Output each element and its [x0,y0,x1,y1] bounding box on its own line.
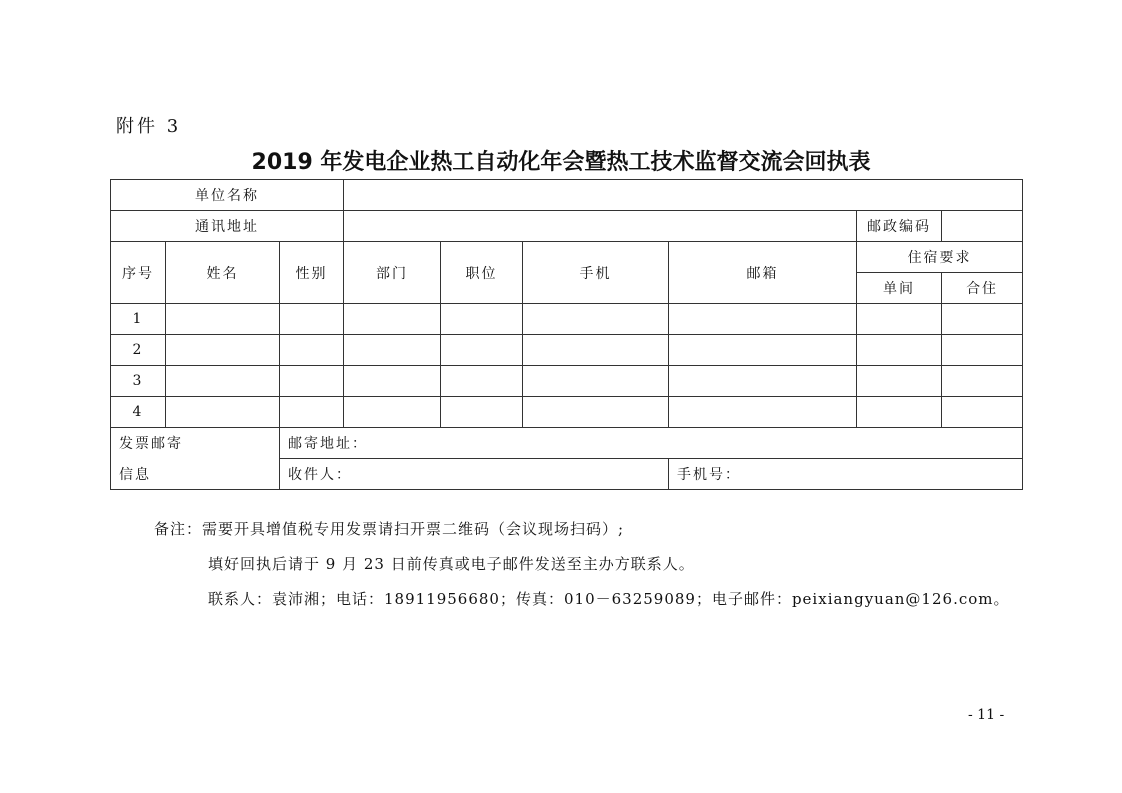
email-cell[interactable] [669,397,857,428]
header-row [111,242,1023,273]
mobile-cell[interactable] [523,366,669,397]
email-header: 邮箱 [669,242,857,304]
row-number: 4 [111,397,166,428]
name-cell[interactable] [166,304,280,335]
unit-name-row [111,180,1023,211]
shared-cell[interactable] [942,366,1023,397]
shared-cell[interactable] [942,304,1023,335]
seq-header: 序号 [111,242,166,304]
note-deadline: 填好回执后请于 9 月 23 日前传真或电子邮件发送至主办方联系人。 [208,555,695,573]
recipient-field[interactable]: 收件人： [280,459,669,490]
shared-room-header: 合住 [942,273,1023,304]
table-row [111,335,1023,366]
gender-cell[interactable] [280,366,344,397]
row-number: 3 [111,366,166,397]
address-row [111,211,1023,242]
mobile-header: 手机 [523,242,669,304]
single-cell[interactable] [857,304,942,335]
shared-cell[interactable] [942,397,1023,428]
single-cell[interactable] [857,397,942,428]
page-number: - 11 - [968,707,1005,723]
dept-cell[interactable] [344,397,441,428]
mobile-cell[interactable] [523,335,669,366]
attachment-label: 附件 3 [116,116,182,137]
name-cell[interactable] [166,335,280,366]
invoice-label-top: 发票邮寄 [111,428,280,459]
notes-section [154,512,1010,617]
gender-cell[interactable] [280,304,344,335]
invoice-label-bottom: 信息 [111,459,280,490]
unit-name-label: 单位名称 [111,180,344,211]
position-cell[interactable] [441,304,523,335]
address-field[interactable] [344,211,857,242]
gender-cell[interactable] [280,397,344,428]
name-cell[interactable] [166,397,280,428]
name-cell[interactable] [166,366,280,397]
dept-cell[interactable] [344,366,441,397]
page-title: 2019 年发电企业热工自动化年会暨热工技术监督交流会回执表 [251,150,871,175]
mail-address-field[interactable]: 邮寄地址： [280,428,1023,459]
single-room-header: 单间 [857,273,942,304]
mobile-cell[interactable] [523,304,669,335]
invoice-recipient-row [111,459,1023,490]
position-cell[interactable] [441,366,523,397]
address-label: 通讯地址 [111,211,344,242]
note-invoice: 备注：需要开具增值税专用发票请扫开票二维码（会议现场扫码）; [154,520,625,538]
reply-form-table [110,179,1023,490]
phone-field[interactable]: 手机号： [669,459,1023,490]
shared-cell[interactable] [942,335,1023,366]
position-cell[interactable] [441,335,523,366]
gender-cell[interactable] [280,335,344,366]
mobile-cell[interactable] [523,397,669,428]
dept-cell[interactable] [344,335,441,366]
unit-name-field[interactable] [344,180,1023,211]
gender-header: 性别 [280,242,344,304]
table-row [111,397,1023,428]
row-number: 1 [111,304,166,335]
table-row [111,366,1023,397]
dept-header: 部门 [344,242,441,304]
invoice-address-row [111,428,1023,459]
position-header: 职位 [441,242,523,304]
note-contact: 联系人：袁沛湘；电话：18911956680；传真：010－63259089；电子邮件：peixiangyuan@126.com。 [208,590,1010,608]
dept-cell[interactable] [344,304,441,335]
email-cell[interactable] [669,366,857,397]
position-cell[interactable] [441,397,523,428]
lodging-header: 住宿要求 [857,242,1023,273]
email-cell[interactable] [669,335,857,366]
table-row [111,304,1023,335]
single-cell[interactable] [857,366,942,397]
postcode-field[interactable] [942,211,1023,242]
row-number: 2 [111,335,166,366]
name-header: 姓名 [166,242,280,304]
postcode-label: 邮政编码 [857,211,942,242]
email-cell[interactable] [669,304,857,335]
single-cell[interactable] [857,335,942,366]
